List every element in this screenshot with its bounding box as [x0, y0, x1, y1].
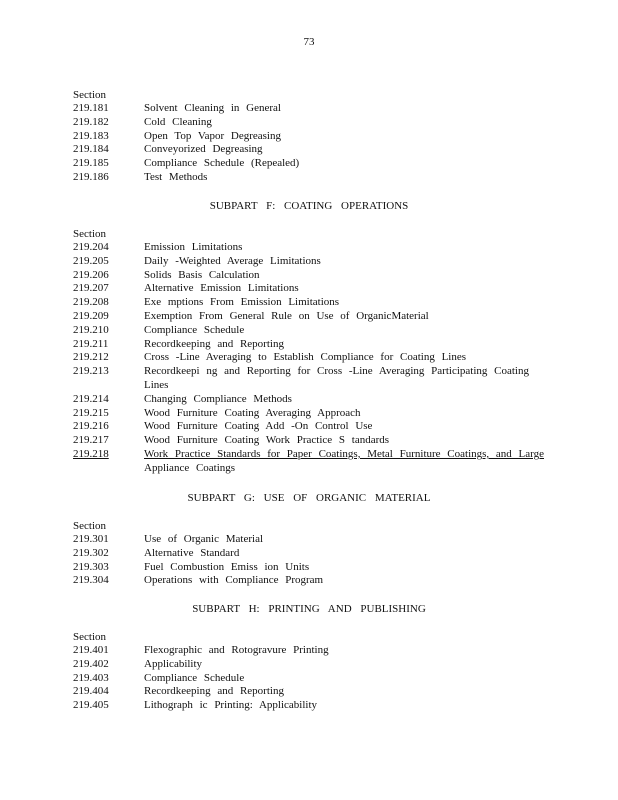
list-item: [73, 420, 553, 434]
section-title-line2: Lines: [144, 378, 169, 391]
section-number: 219.206: [73, 268, 109, 281]
section-number: 219.218: [73, 447, 109, 460]
list-item: [73, 351, 553, 365]
section-number: 219.182: [73, 115, 109, 128]
section-title: Changing Compliance Methods: [144, 392, 292, 405]
section-title: Operations with Compliance Program: [144, 574, 324, 587]
section-title: Flexographic and Rotogravure Printing: [144, 644, 329, 656]
section-title: Recordkeeping and Reporting: [144, 337, 284, 350]
section-title: Recordkeeping and Reporting: [144, 685, 284, 698]
section-title: Solids Basis Calculation: [144, 268, 260, 281]
list-item: [73, 102, 553, 116]
list-item: [73, 241, 553, 255]
section-number: 219.303: [73, 560, 109, 573]
section-label: Section: [73, 520, 106, 532]
section-number: 219.207: [73, 282, 109, 295]
list-item: [73, 434, 553, 448]
section-title: Open Top Vapor Degreasing: [144, 129, 281, 142]
section-number: 219.401: [73, 644, 109, 656]
section-title: Cold Cleaning: [144, 115, 212, 128]
section-label: Section: [73, 631, 106, 643]
section-title: Conveyorized Degreasing: [144, 143, 263, 156]
section-number: 219.186: [73, 170, 109, 183]
section-number: 219.214: [73, 392, 109, 405]
section-number: 219.302: [73, 546, 109, 559]
section-number: 219.205: [73, 254, 109, 267]
section-title: Lithograph ic Printing: Applicability: [144, 699, 318, 712]
section-title: Solvent Cleaning in General: [144, 102, 281, 114]
section-list-group2: [73, 227, 553, 476]
section-title: Daily -Weighted Average Limitations: [144, 254, 321, 267]
list-item: [73, 310, 553, 324]
section-number: 219.402: [73, 657, 109, 670]
section-list-group3: [73, 519, 553, 588]
section-title: Wood Furniture Coating Work Practice S tandards: [144, 434, 390, 447]
list-item: [73, 171, 553, 185]
section-title: [144, 365, 553, 393]
section-title: Cross -Line Averaging to Establish Compliance for Coating Lines: [144, 351, 467, 364]
list-item: [73, 699, 553, 713]
section-title: Applicability: [144, 657, 203, 670]
list-item: [73, 365, 553, 393]
section-title-line2: Appliance Coatings: [144, 461, 236, 474]
section-title: Alternative Standard: [144, 546, 240, 559]
section-number: 219.215: [73, 406, 109, 419]
list-item: [73, 269, 553, 283]
section-number: 219.208: [73, 296, 109, 309]
section-title: Wood Furniture Coating Averaging Approach: [144, 406, 361, 419]
subpart-heading-g: SUBPART G: USE OF ORGANIC MATERIAL: [187, 492, 431, 504]
section-number: 219.185: [73, 157, 109, 170]
section-list-group1: [73, 88, 553, 185]
list-item: [73, 574, 553, 588]
section-number: 219.184: [73, 143, 109, 156]
subpart-heading-f: SUBPART F: COATING OPERATIONS: [209, 200, 409, 212]
section-number: 219.213: [73, 365, 109, 378]
section-title: Compliance Schedule: [144, 323, 245, 336]
list-item: [73, 672, 553, 686]
section-number: 219.217: [73, 434, 109, 447]
section-title: Emission Limitations: [144, 241, 243, 253]
section-number: 219.301: [73, 533, 109, 545]
section-title: Test Methods: [144, 170, 208, 183]
section-title: Exemption From General Rule on Use of OrganicMaterial: [144, 309, 429, 322]
section-label: Section: [73, 89, 106, 101]
section-title-line1: Work Practice Standards for Paper Coatings, Metal Furniture Coatings, and Large: [144, 447, 544, 460]
list-item: [73, 561, 553, 575]
section-list-group4: [73, 630, 553, 713]
section-title: Wood Furniture Coating Add -On Control Use: [144, 420, 373, 433]
list-item: [73, 338, 553, 352]
section-title: [144, 448, 553, 476]
section-title: Compliance Schedule (Repealed): [144, 157, 300, 170]
section-number: 219.204: [73, 241, 109, 253]
section-title: Fuel Combustion Emiss ion Units: [144, 560, 310, 573]
list-item: [73, 282, 553, 296]
section-number: 219.211: [73, 337, 109, 350]
list-item: [73, 685, 553, 699]
list-item: [73, 157, 553, 171]
section-number: 219.209: [73, 309, 109, 322]
section-number: 219.405: [73, 699, 109, 712]
list-item: [73, 255, 553, 269]
section-title: Use of Organic Material: [144, 533, 264, 545]
list-item: [73, 116, 553, 130]
list-item: [73, 547, 553, 561]
section-number: 219.181: [73, 102, 109, 114]
section-number: 219.403: [73, 671, 109, 684]
section-number: 219.210: [73, 323, 109, 336]
section-number: 219.304: [73, 574, 109, 587]
section-number: 219.404: [73, 685, 109, 698]
section-title-line1: Recordkeepi ng and Reporting for Cross -Line Averaging Participating Coating: [144, 365, 529, 378]
page-number: 73: [303, 36, 315, 48]
section-number: 219.216: [73, 420, 109, 433]
subpart-heading-h: SUBPART H: PRINTING AND PUBLISHING: [192, 603, 426, 615]
list-item: [73, 533, 553, 547]
list-item-amended: [73, 448, 553, 476]
list-item: [73, 130, 553, 144]
list-item: [73, 296, 553, 310]
section-number: 219.183: [73, 129, 109, 142]
list-item: [73, 393, 553, 407]
list-item: [73, 644, 553, 658]
section-title: Alternative Emission Limitations: [144, 282, 299, 295]
list-item: [73, 324, 553, 338]
section-title: Exe mptions From Emission Limitations: [144, 296, 340, 309]
list-item: [73, 407, 553, 421]
section-label: Section: [73, 228, 106, 240]
list-item: [73, 658, 553, 672]
section-number: 219.212: [73, 351, 109, 364]
section-title: Compliance Schedule: [144, 671, 245, 684]
list-item: [73, 143, 553, 157]
